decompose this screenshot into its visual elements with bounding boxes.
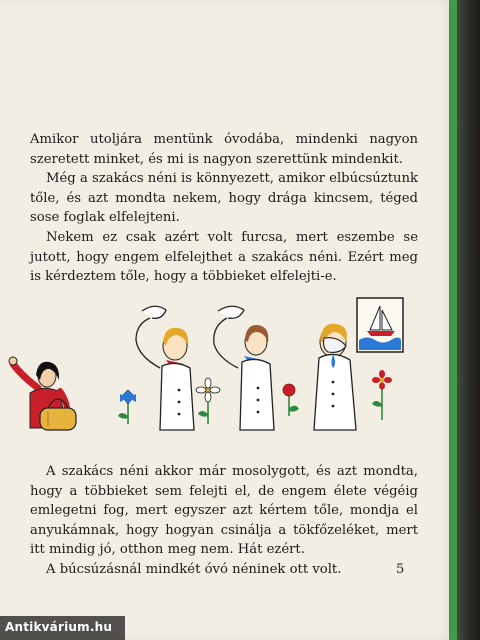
farewell-illustration <box>0 280 451 450</box>
flower-2-white <box>196 378 220 424</box>
background-edge <box>457 0 480 640</box>
flower-3-red <box>283 384 299 416</box>
paragraph-3: Nekem ez csak azért volt furcsa, mert eszembe se jutott, hogy engem elfelejthet a szakács néni. Ezért meg is kérdeztem tőle, hogy a többieket elfelejti-e. <box>30 229 418 285</box>
crying-cook-figure <box>314 324 356 430</box>
flower-4-red-magenta <box>372 370 392 420</box>
paragraph-4: A szakács néni akkor már mosolygott, és azt mondta, hogy a többieket sem felejti el, de engem élete végéig emlegetni fog, mert egyszer azt kértem tőle, mondja el anyukámnak, hogy hogyan csinálja a tökfőzeléket, mert itt mindig jó, otthon meg nem. Hát ezért. <box>30 464 418 558</box>
cook-figure-1 <box>136 306 194 430</box>
paragraph-2: Még a szakács néni is könnyezett, amikor elbúcsúztunk tőle, és azt mondta nekem, hogy drága kincsem, téged sose foglak elfelejteni. <box>30 171 418 226</box>
paragraph-5: A búcsúzásnál mindkét óvó néninek ott volt. <box>46 561 342 577</box>
story-text-bottom <box>30 462 418 580</box>
cook-figure-2 <box>214 306 274 430</box>
page-number: 5 <box>396 562 405 577</box>
paragraph-1: Amikor utoljára mentünk óvodába, mindenki nagyon szeretett minket, és mi is nagyon szerettünk mindenkit. <box>30 132 418 167</box>
story-text-top <box>30 130 418 287</box>
boat-picture-frame <box>357 298 403 352</box>
watermark-text: Antikvárium.hu <box>5 620 113 634</box>
flower-1-blue <box>118 390 136 424</box>
watermark-banner <box>0 616 125 640</box>
child-with-bag-figure <box>9 357 76 430</box>
